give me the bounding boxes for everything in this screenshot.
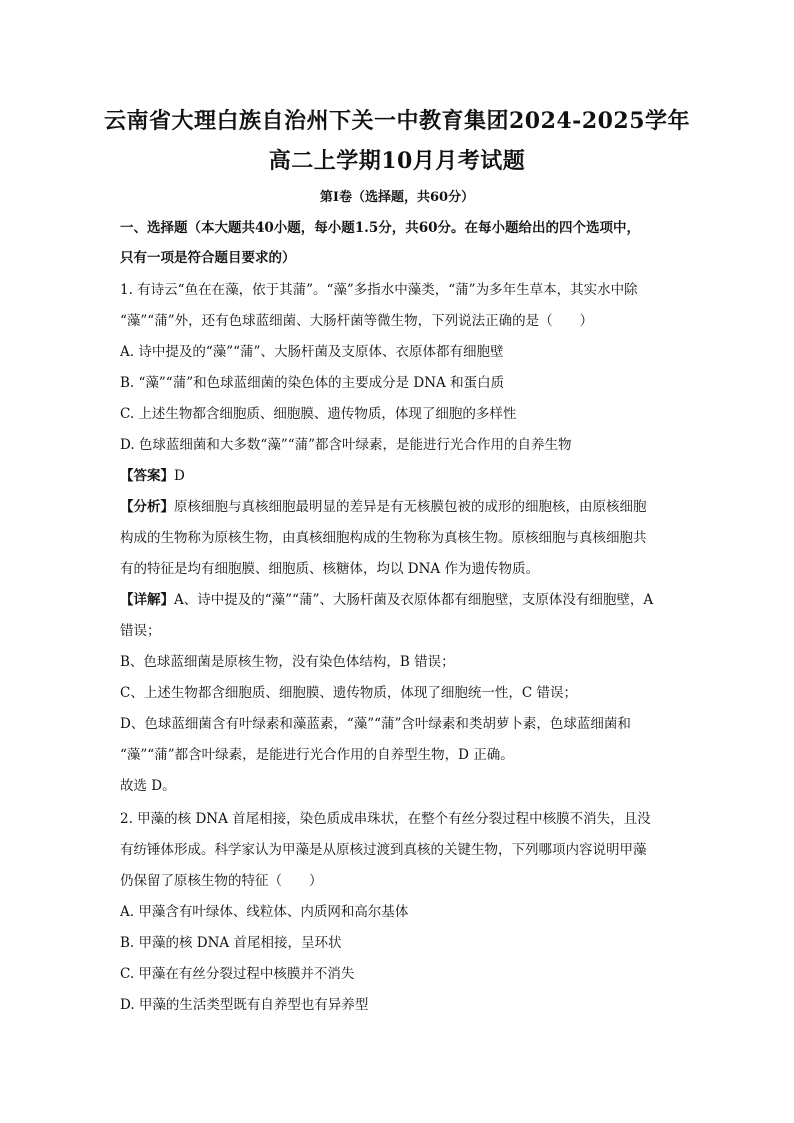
- q1-detail-line1: [120, 590, 690, 610]
- section-instructions-line2: 只有一项是符合题目要求的）: [120, 250, 296, 266]
- exam-title-line2: 高二上学期10月月考试题: [268, 148, 526, 174]
- detail-label: 【详解】: [120, 592, 174, 608]
- section-instructions-line1: 一、选择题（本大题共40小题，每小题1.5分，共60分。在每小题给出的四个选项中，: [120, 220, 641, 236]
- q1-detail-line6: “藻”“蒲”都含叶绿素，是能进行光合作用的自养型生物，D 正确。: [120, 747, 514, 763]
- q1-analysis-line2: 构成的生物称为原核生物，由真核细胞构成的生物称为真核生物。原核细胞与真核细胞共: [120, 530, 647, 546]
- detail-text: A、诗中提及的“藻”“蒲”、大肠杆菌及衣原体都有细胞壁，支原体没有细胞壁，A: [174, 592, 654, 608]
- q2-option-b: B. 甲藻的核 DNA 首尾相接，呈环状: [120, 935, 342, 951]
- q1-stem-line1: 1. 有诗云“鱼在在藻，依于其蒲”。“藻”多指水中藻类，“蒲”为多年生草本，其实水中除: [120, 282, 638, 298]
- analysis-text: 原核细胞与真核细胞最明显的差异是有无核膜包被的成形的细胞核，由原核细胞: [174, 499, 647, 515]
- answer-value: D: [174, 468, 185, 484]
- q1-analysis-line1: [120, 497, 690, 517]
- q2-stem-line3: 仍保留了原核生物的特征（ ）: [120, 873, 323, 889]
- answer-label: 【答案】: [120, 468, 174, 484]
- q2-stem-line1: 2. 甲藻的核 DNA 首尾相接，染色质成串珠状，在整个有丝分裂过程中核膜不消失，且没: [120, 811, 651, 827]
- q1-detail-line4: C、上述生物都含细胞质、细胞膜、遗传物质，体现了细胞统一性，C 错误；: [120, 685, 577, 701]
- exam-title-line1: 云南省大理白族自治州下关一中教育集团2024-2025学年: [103, 108, 691, 134]
- q2-option-c: C. 甲藻在有丝分裂过程中核膜并不消失: [120, 966, 355, 982]
- q1-detail-line3: B、色球蓝细菌是原核生物，没有染色体结构，B 错误；: [120, 654, 455, 670]
- q2-stem-line2: 有纺锤体形成。科学家认为甲藻是从原核过渡到真核的关键生物，下列哪项内容说明甲藻: [120, 842, 647, 858]
- q1-answer: [120, 466, 690, 486]
- q2-option-a: A. 甲藻含有叶绿体、线粒体、内质网和高尔基体: [120, 904, 409, 920]
- q1-detail-line2: 错误；: [120, 623, 161, 639]
- q1-option-a: A. 诗中提及的“藻”“蒲”、大肠杆菌及支原体、衣原体都有细胞壁: [120, 344, 504, 360]
- q1-stem-line2: “藻”“蒲”外，还有色球蓝细菌、大肠杆菌等微生物，下列说法正确的是（ ）: [120, 313, 594, 329]
- q1-option-b: B. “藻”“蒲”和色球蓝细菌的染色体的主要成分是 DNA 和蛋白质: [120, 375, 505, 391]
- analysis-label: 【分析】: [120, 499, 174, 515]
- volume-heading: 第Ⅰ卷（选择题，共60分）: [319, 190, 475, 205]
- q1-option-c: C. 上述生物都含细胞质、细胞膜、遗传物质，体现了细胞的多样性: [120, 406, 517, 422]
- q1-conclusion: 故选 D。: [120, 778, 176, 794]
- q1-analysis-line3: 有的特征是均有细胞膜、细胞质、核糖体，均以 DNA 作为遗传物质。: [120, 561, 539, 577]
- q1-option-d: D. 色球蓝细菌和大多数“藻”“蒲”都含叶绿素，是能进行光合作用的自养生物: [120, 437, 572, 453]
- q1-detail-line5: D、色球蓝细菌含有叶绿素和藻蓝素，“藻”“蒲”含叶绿素和类胡萝卜素，色球蓝细菌和: [120, 716, 631, 732]
- q2-option-d: D. 甲藻的生活类型既有自养型也有异养型: [120, 997, 369, 1013]
